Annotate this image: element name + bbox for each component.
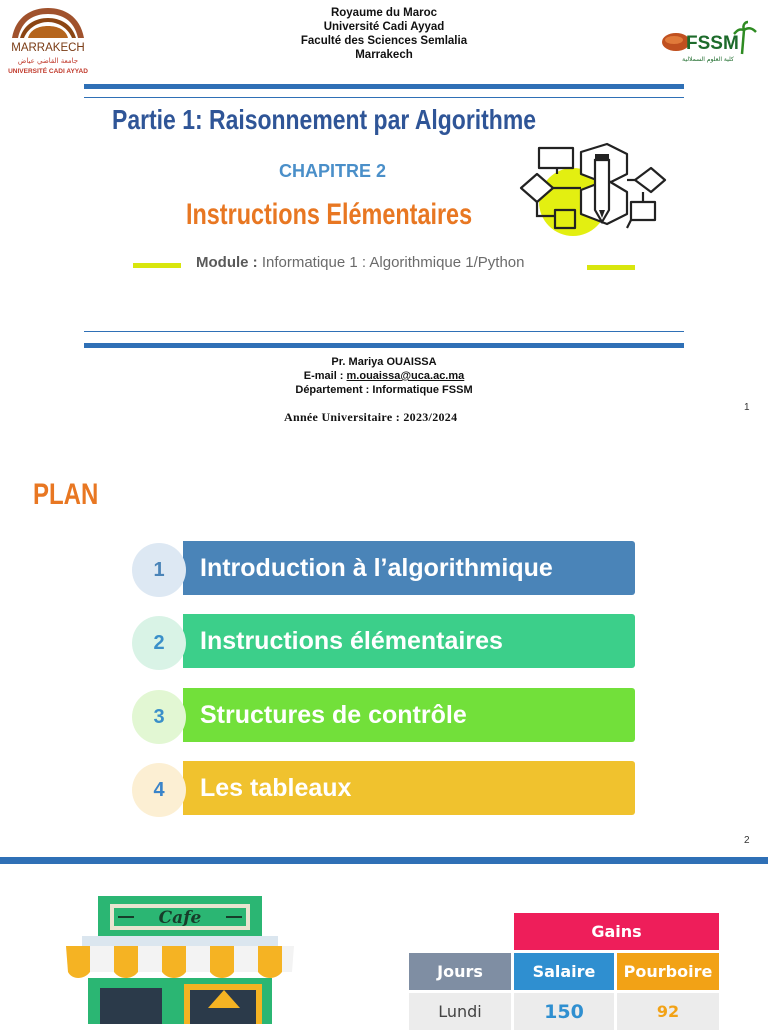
logo-name: MARRAKECH <box>11 42 85 54</box>
author-block <box>184 355 584 397</box>
department: Département : Informatique FSSM <box>295 384 473 396</box>
accent-bar-left <box>133 263 181 268</box>
part-title: Partie 1: Raisonnement par Algorithme <box>112 104 537 135</box>
plan-number-4: 4 <box>132 763 186 817</box>
plan-item-3: Structures de contrôle <box>183 688 635 742</box>
plan-title: PLAN <box>33 478 99 511</box>
plan-number-3: 3 <box>132 690 186 744</box>
email-link[interactable]: m.ouaissa@uca.ac.ma <box>346 370 465 382</box>
top-thin-rule <box>84 97 684 98</box>
slide-separator <box>0 857 768 864</box>
academic-year: Année Universitaire : 2023/2024 <box>284 410 458 424</box>
plan-number-1: 1 <box>132 543 186 597</box>
module-value: Informatique 1 : Algorithmique 1/Python <box>261 254 525 271</box>
plan-item-4: Les tableaux <box>183 761 635 815</box>
professor-name: Pr. Mariya OUAISSA <box>331 356 437 368</box>
bottom-thin-rule <box>84 331 684 332</box>
institution-header: Royaume du Maroc Université Cadi Ayyad Faculté des Sciences Semlalia Marrakech <box>300 7 468 61</box>
column-header-salaire: Salaire <box>514 953 614 990</box>
bottom-rule <box>84 343 684 348</box>
plan-item-1: Introduction à l’algorithmique <box>183 541 635 595</box>
plan-number-2: 2 <box>132 616 186 670</box>
university-logo <box>2 2 94 76</box>
algorithm-illustration <box>519 140 667 240</box>
chapter-title: Instructions Elémentaires <box>186 198 473 231</box>
table-row <box>409 993 719 1030</box>
cell-salaire: 150 <box>514 993 614 1030</box>
accent-bar-right <box>587 265 635 270</box>
top-rule <box>84 84 684 89</box>
plan-item-2: Instructions élémentaires <box>183 614 635 668</box>
svg-text:جامعة القاضي عياض: جامعة القاضي عياض <box>17 57 79 65</box>
module-line <box>196 254 524 271</box>
cafe-sign: Cafe <box>158 908 202 928</box>
cafe-illustration <box>60 896 300 1024</box>
email-line: E-mail : m.ouaissa@uca.ac.ma <box>303 370 465 382</box>
fssm-logo <box>656 20 760 64</box>
column-header-pourboire: Pourboire <box>617 953 719 990</box>
chapter-label: CHAPITRE 2 <box>279 161 387 181</box>
column-header-jours: Jours <box>409 953 511 990</box>
cell-pourboire: 92 <box>617 993 719 1030</box>
cell-jour: Lundi <box>409 993 511 1030</box>
gains-group-header: Gains <box>514 913 719 950</box>
gains-table <box>406 910 722 1033</box>
svg-text:UNIVERSITÉ CADI AYYAD: UNIVERSITÉ CADI AYYAD <box>8 68 88 75</box>
page-number: 2 <box>744 835 750 846</box>
svg-text:كلية العلوم السملالية: كلية العلوم السملالية <box>682 56 734 63</box>
svg-text:FSSM: FSSM <box>686 33 739 54</box>
page-number: 1 <box>744 402 750 413</box>
module-label: Module : <box>196 254 258 271</box>
